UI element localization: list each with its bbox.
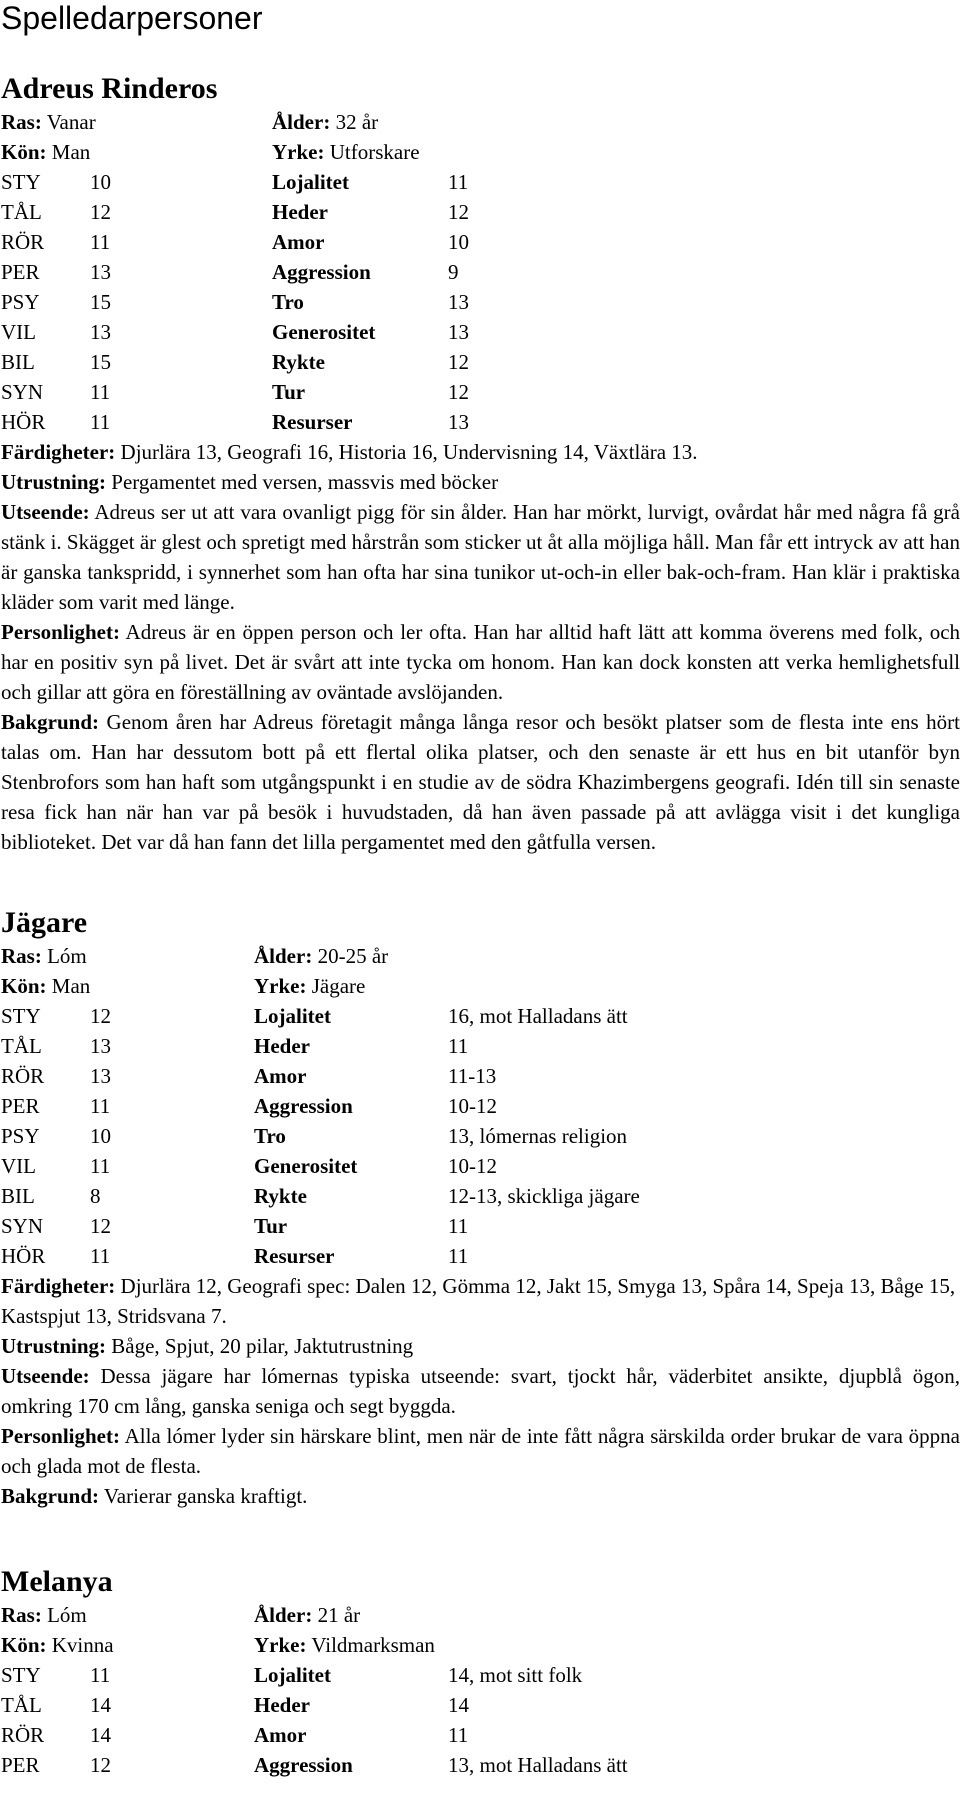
stat-value: 13 [90,1034,111,1058]
personlighet-text: Alla lómer lyder sin härskare blint, men när de inte fått några särskilda order brukar de vara öppna och glada mot de flesta. [1,1424,960,1478]
utseende-text: Adreus ser ut att vara ovanligt pigg för sin ålder. Han har mörkt, lurvigt, ovårdat hår med några få grå stänk i. Skägget är glest och spretigt med hårstrån som sticker ut åt alla möjliga håll. Man får ett intryck av att han är ganska tankspridd, i synnerhet som han ofta har sina tunikor ut-och-in eller bak-och-fram. Han klär i praktiska kläder som varit med länge. [1,500,960,614]
stat-name: BIL [1,350,35,374]
stat-name: TÅL [1,1034,42,1058]
stat-row [1,317,960,347]
trait-name: Amor [254,1723,307,1747]
trait-name: Amor [272,230,325,254]
fardigheter-label: Färdigheter: [1,440,116,464]
ras-label: Ras: [1,1603,42,1627]
trait-value: 13, mot Halladans ätt [448,1753,628,1777]
kon-value: Man [51,974,91,998]
trait-name: Generositet [254,1154,358,1178]
trait-name: Rykte [254,1184,307,1208]
trait-value: 11 [448,1723,469,1747]
utrustning-text: Pergamentet med versen, massvis med böcker [111,470,499,494]
stat-name: STY [1,1663,41,1687]
utseende-text: Dessa jägare har lómernas typiska utseende: svart, tjockt hår, väderbitet ansikte, djupblå ögon, omkring 170 cm lång, ganska seniga och segt byggda. [1,1364,960,1418]
utrustning-paragraph [1,467,960,497]
utrustning-label: Utrustning: [1,470,107,494]
trait-name: Aggression [254,1094,353,1118]
stat-row [1,257,960,287]
trait-name: Resurser [272,410,353,434]
utrustning-paragraph [1,1331,960,1361]
stat-name: PSY [1,290,40,314]
character-jagare [1,907,960,1511]
ras-value: Vanar [46,110,96,134]
trait-name: Amor [254,1064,307,1088]
fardigheter-text: Djurlära 12, Geografi spec: Dalen 12, Gömma 12, Jakt 15, Smyga 13, Spåra 14, Speja 13, Båge 15, Kastspjut 13, Stridsvana 7. [1,1274,956,1328]
utrustning-label: Utrustning: [1,1334,107,1358]
trait-name: Aggression [254,1753,353,1777]
stat-value: 10 [90,170,111,194]
alder-value: 21 år [317,1603,361,1627]
trait-name: Lojalitet [254,1663,331,1687]
utseende-label: Utseende: [1,1364,90,1388]
trait-value: 13 [448,320,469,344]
trait-value: 13 [448,410,469,434]
stat-grid [1,107,960,437]
stat-name: STY [1,1004,41,1028]
stat-value: 11 [90,380,111,404]
trait-value: 12 [448,380,469,404]
alder-label: Ålder: [254,944,313,968]
utseende-paragraph [1,1361,960,1421]
fardigheter-paragraph [1,1271,960,1331]
personlighet-label: Personlighet: [1,1424,120,1448]
personlighet-paragraph [1,1421,960,1481]
stat-value: 11 [90,1094,111,1118]
trait-value: 11-13 [448,1064,497,1088]
trait-value: 9 [448,260,459,284]
yrke-value: Vildmarksman [311,1633,435,1657]
trait-value: 12-13, skickliga jägare [448,1184,640,1208]
kon-value: Kvinna [51,1633,114,1657]
stat-name: RÖR [1,1723,45,1747]
trait-name: Tur [254,1214,288,1238]
trait-name: Lojalitet [272,170,349,194]
kon-value: Man [51,140,91,164]
trait-value: 11 [448,1214,469,1238]
stat-name: HÖR [1,1244,46,1268]
trait-name: Aggression [272,260,371,284]
fardigheter-text: Djurlära 13, Geografi 16, Historia 16, Undervisning 14, Växtlära 13. [120,440,698,464]
stat-name: TÅL [1,200,42,224]
stat-value: 14 [90,1693,111,1717]
fardigheter-paragraph [1,437,960,467]
trait-value: 10-12 [448,1154,497,1178]
stat-row [1,1211,960,1241]
bakgrund-label: Bakgrund: [1,710,100,734]
stat-value: 12 [90,200,111,224]
stat-row [1,1660,960,1690]
bakgrund-paragraph [1,707,960,857]
yrke-value: Jägare [311,974,366,998]
yrke-label: Yrke: [254,1633,307,1657]
bakgrund-paragraph [1,1481,960,1511]
fardigheter-label: Färdigheter: [1,1274,116,1298]
stat-row [1,407,960,437]
trait-name: Tro [254,1124,286,1148]
bakgrund-text: Genom åren har Adreus företagit många långa resor och besökt platser som de flesta inte ens hört talas om. Han har dessutom bott på ett flertal olika platser, och den senaste är ett hus en bit utanför byn Stenbrofors som han haft som utgångspunkt i en studie av de södra Khazimbergens geografi. Idén till sin senaste resa fick han när han var på besök i huvudstaden, då han även passade på att avlägga visit i det kungliga biblioteket. Det var då han fann det lilla pergamentet med den gåtfulla versen. [1,710,960,854]
stat-name: TÅL [1,1693,42,1717]
stat-name: SYN [1,380,44,404]
alder-value: 32 år [335,110,379,134]
trait-value: 14, mot sitt folk [448,1663,583,1687]
alder-label: Ålder: [272,110,331,134]
stat-name: RÖR [1,1064,45,1088]
trait-value: 10 [448,230,469,254]
bakgrund-text: Varierar ganska kraftigt. [103,1484,308,1508]
trait-name: Lojalitet [254,1004,331,1028]
personlighet-paragraph [1,617,960,707]
stat-name: RÖR [1,230,45,254]
stat-value: 15 [90,350,111,374]
trait-value: 13, lómernas religion [448,1124,628,1148]
ras-value: Lóm [47,944,87,968]
page-title: Spelledarpersoner [1,0,263,36]
personlighet-text: Adreus är en öppen person och ler ofta. Han har alltid haft lätt att komma överens med folk, och har en positiv syn på livet. Det är svårt att inte tycka om honom. Han kan dock konsten att verka hemlighetsfull och gillar att göra en föreställning av oväntade avslöjanden. [1,620,960,704]
stat-row [1,377,960,407]
stat-value: 11 [90,1154,111,1178]
trait-value: 13 [448,290,469,314]
stat-row [1,1091,960,1121]
stat-row [1,1720,960,1750]
trait-name: Heder [254,1034,310,1058]
trait-name: Resurser [254,1244,335,1268]
stat-name: PER [1,260,40,284]
ras-label: Ras: [1,944,42,968]
stat-row [1,1181,960,1211]
stat-row [1,167,960,197]
stat-name: VIL [1,1154,36,1178]
stat-name: PER [1,1753,40,1777]
kon-label: Kön: [1,974,47,998]
alder-value: 20-25 år [317,944,389,968]
yrke-label: Yrke: [272,140,325,164]
stat-name: SYN [1,1214,44,1238]
stat-value: 12 [90,1004,111,1028]
trait-value: 11 [448,1244,469,1268]
stat-name: STY [1,170,41,194]
stat-row [1,1121,960,1151]
stat-value: 12 [90,1214,111,1238]
character-name: Melanya [1,1565,113,1598]
trait-name: Heder [272,200,328,224]
stat-row [1,1031,960,1061]
stat-row [1,1151,960,1181]
stat-row [1,1750,960,1780]
ras-value: Lóm [47,1603,87,1627]
yrke-value: Utforskare [329,140,420,164]
stat-value: 11 [90,410,111,434]
stat-value: 10 [90,1124,111,1148]
stat-row [1,227,960,257]
kon-label: Kön: [1,140,47,164]
utrustning-text: Båge, Spjut, 20 pilar, Jaktutrustning [111,1334,414,1358]
ras-alder-row [1,1600,960,1630]
stat-value: 13 [90,1064,111,1088]
utseende-paragraph [1,497,960,617]
stat-row [1,1690,960,1720]
stat-row [1,347,960,377]
kon-yrke-row [1,971,960,1001]
ras-alder-row [1,107,960,137]
utseende-label: Utseende: [1,500,90,524]
personlighet-label: Personlighet: [1,620,120,644]
kon-label: Kön: [1,1633,47,1657]
stat-name: PER [1,1094,40,1118]
stat-row [1,1241,960,1271]
trait-name: Tro [272,290,304,314]
stat-value: 15 [90,290,111,314]
trait-value: 10-12 [448,1094,497,1118]
trait-name: Tur [272,380,306,404]
trait-value: 12 [448,350,469,374]
bakgrund-label: Bakgrund: [1,1484,100,1508]
kon-yrke-row [1,137,960,167]
stat-name: PSY [1,1124,40,1148]
stat-name: BIL [1,1184,35,1208]
stat-row [1,1061,960,1091]
trait-value: 12 [448,200,469,224]
stat-row [1,287,960,317]
stat-grid [1,1600,960,1780]
stat-name: HÖR [1,410,46,434]
trait-value: 11 [448,170,469,194]
trait-value: 16, mot Halladans ätt [448,1004,628,1028]
stat-name: VIL [1,320,36,344]
character-melanya [1,1566,960,1780]
trait-value: 14 [448,1693,469,1717]
stat-value: 14 [90,1723,111,1747]
character-name: Adreus Rinderos [1,72,218,105]
stat-row [1,1001,960,1031]
trait-name: Generositet [272,320,376,344]
kon-yrke-row [1,1630,960,1660]
trait-name: Rykte [272,350,325,374]
ras-alder-row [1,941,960,971]
yrke-label: Yrke: [254,974,307,998]
stat-grid [1,941,960,1271]
stat-value: 12 [90,1753,111,1777]
trait-name: Heder [254,1693,310,1717]
ras-label: Ras: [1,110,42,134]
stat-row [1,197,960,227]
stat-value: 13 [90,320,111,344]
alder-label: Ålder: [254,1603,313,1627]
character-adreus [1,73,960,857]
trait-value: 11 [448,1034,469,1058]
stat-value: 13 [90,260,111,284]
character-name: Jägare [1,906,88,939]
stat-value: 11 [90,1663,111,1687]
stat-value: 11 [90,1244,111,1268]
stat-value: 8 [90,1184,101,1208]
stat-value: 11 [90,230,111,254]
